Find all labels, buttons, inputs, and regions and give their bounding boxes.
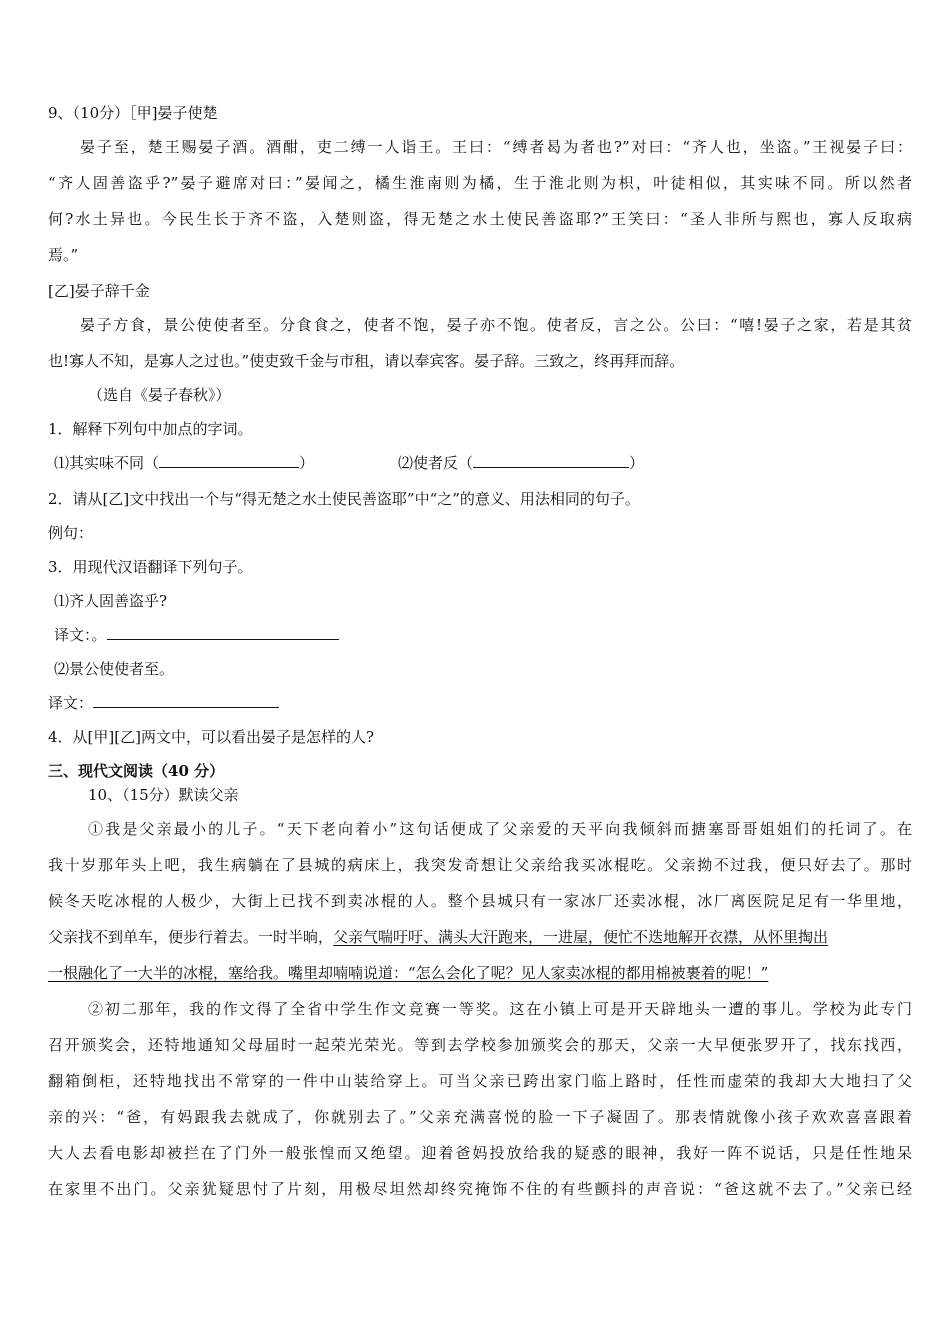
q9-source: （选自《晏子春秋》）: [88, 386, 231, 404]
q9-jia-paragraph-line: 何?水土异也。今民生长于齐不盗，入楚则盗，得无楚之水土使民善盗耶?”王笑曰：“圣人非所与熙也，寡人反取病: [48, 210, 912, 228]
answer-blank[interactable]: [93, 693, 279, 708]
q9-jia-paragraph-line: 晏子至，楚王赐晏子酒。酒酣，吏二缚一人诣王。王曰：“缚者曷为者也?”对曰：“齐人也，坐盗。”王视晏子曰：: [80, 138, 912, 156]
translation-label: 译文：: [48, 694, 94, 712]
q9-sub3-b-answer: [48, 692, 279, 714]
q9-sub1-a-suffix: ）: [299, 454, 315, 472]
q9-sub1-item-a: [54, 452, 314, 474]
q9-sub1-b-suffix: ）: [629, 454, 645, 472]
passage-line: [48, 926, 828, 948]
q9-jia-paragraph-line: “齐人固善盗乎?”晏子避席对曰：”晏闻之，橘生淮南则为橘，生于淮北则为枳，叶徒相似，其实味不同。所以然者: [48, 174, 912, 192]
q10-header: 10、（15分）默读父亲: [88, 786, 239, 804]
passage-line: 我十岁那年头上吧，我生病躺在了县城的病床上，我突发奇想让父亲给我买冰棍吃。父亲拗不过我，便只好去了。那时: [48, 856, 912, 874]
passage-line: 在家里不出门。父亲犹疑思忖了片刻，用极尽坦然却终究掩饰不住的有些颤抖的声音说：“爸这就不去了。”父亲已经: [48, 1180, 912, 1198]
q9-sub1-b-prefix: ⑵使者反（: [398, 454, 474, 472]
underlined-sentence: 父亲气喘吁吁、满头大汗跑来，一进屋，便忙不迭地解开衣襟，从怀里掏出: [333, 928, 829, 946]
passage-line: 大人去看电影却被拦在了门外一般张惶而又绝望。迎着爸妈投放给我的疑惑的眼神，我好一阵不说话，只是任性地呆: [48, 1144, 912, 1162]
q9-yi-paragraph-line: 晏子方食，景公使使者至。分食食之，使者不饱，晏子亦不饱。使者反，言之公。公曰：“嘻!晏子之家，若是其贫: [80, 316, 912, 334]
q9-sub3-item-a: ⑴齐人固善盗乎?: [54, 592, 168, 610]
answer-blank[interactable]: [473, 453, 629, 468]
q9-header: 9、（10分）［甲]晏子使楚: [48, 104, 218, 122]
q9-sub3: 3．用现代汉语翻译下列句子。: [48, 558, 253, 576]
underlined-sentence: 一根融化了一大半的冰棍，塞给我。嘴里却喃喃说道：“怎么会化了呢？见人家卖冰棍的都用棉被裹着的呢！”: [48, 964, 769, 982]
passage-line: ①我是父亲最小的儿子。“天下老向着小”这句话便成了父亲爱的天平向我倾斜而搪塞哥哥姐姐们的托词了。在: [88, 820, 912, 838]
q9-sub2-example-label: 例句：: [48, 524, 94, 542]
q9-sub1-a-prefix: ⑴其实味不同（: [54, 454, 160, 472]
q9-sub4: 4．从[甲][乙]两文中，可以看出晏子是怎样的人?: [48, 728, 374, 746]
passage-line: 翻箱倒柜，还特地找出不常穿的一件中山装给穿上。可当父亲已跨出家门临上路时，任性而虚荣的我却大大地扫了父: [48, 1072, 912, 1090]
section-title: 三、现代文阅读（40 分）: [48, 762, 225, 780]
q9-sub1-item-b: [398, 452, 644, 474]
answer-blank[interactable]: [159, 453, 299, 468]
q9-yi-header: [乙]晏子辞千金: [48, 282, 150, 300]
translation-label: 译文：。: [54, 626, 107, 644]
answer-blank[interactable]: [107, 625, 339, 640]
passage-line: 召开颁奖会，还特地通知父母届时一起荣光荣光。等到去学校参加颁奖会的那天，父亲一大早便张罗开了，找东找西，: [48, 1036, 912, 1054]
passage-plain-text: 父亲找不到单车，便步行着去。一时半晌，: [48, 928, 334, 946]
passage-line: ②初二那年，我的作文得了全省中学生作文竞赛一等奖。这在小镇上可是开天辟地头一遭的事儿。学校为此专门: [88, 1000, 912, 1018]
q9-jia-paragraph-line: 焉。”: [48, 246, 79, 264]
q9-sub3-a-answer: [54, 624, 339, 646]
q9-sub2: 2．请从[乙]文中找出一个与“得无楚之水土使民善盗耶”中“之”的意义、用法相同的句子。: [48, 490, 640, 508]
passage-line: 候冬天吃冰棍的人极少，大街上已找不到卖冰棍的人。整个县城只有一家冰厂还卖冰棍，冰厂离医院足足有一华里地，: [48, 892, 912, 910]
q9-sub3-item-b: ⑵景公使使者至。: [54, 660, 175, 678]
passage-line: 亲的兴：“爸，有妈跟我去就成了，你就别去了。”父亲充满喜悦的脸一下子凝固了。那表情就像小孩子欢欢喜喜跟着: [48, 1108, 912, 1126]
q9-yi-paragraph-line: 也!寡人不知，是寡人之过也。”使吏致千金与市租，请以奉宾客。晏子辞。三致之，终再拜而辞。: [48, 352, 685, 370]
q9-sub1: 1．解释下列句中加点的字词。: [48, 420, 253, 438]
